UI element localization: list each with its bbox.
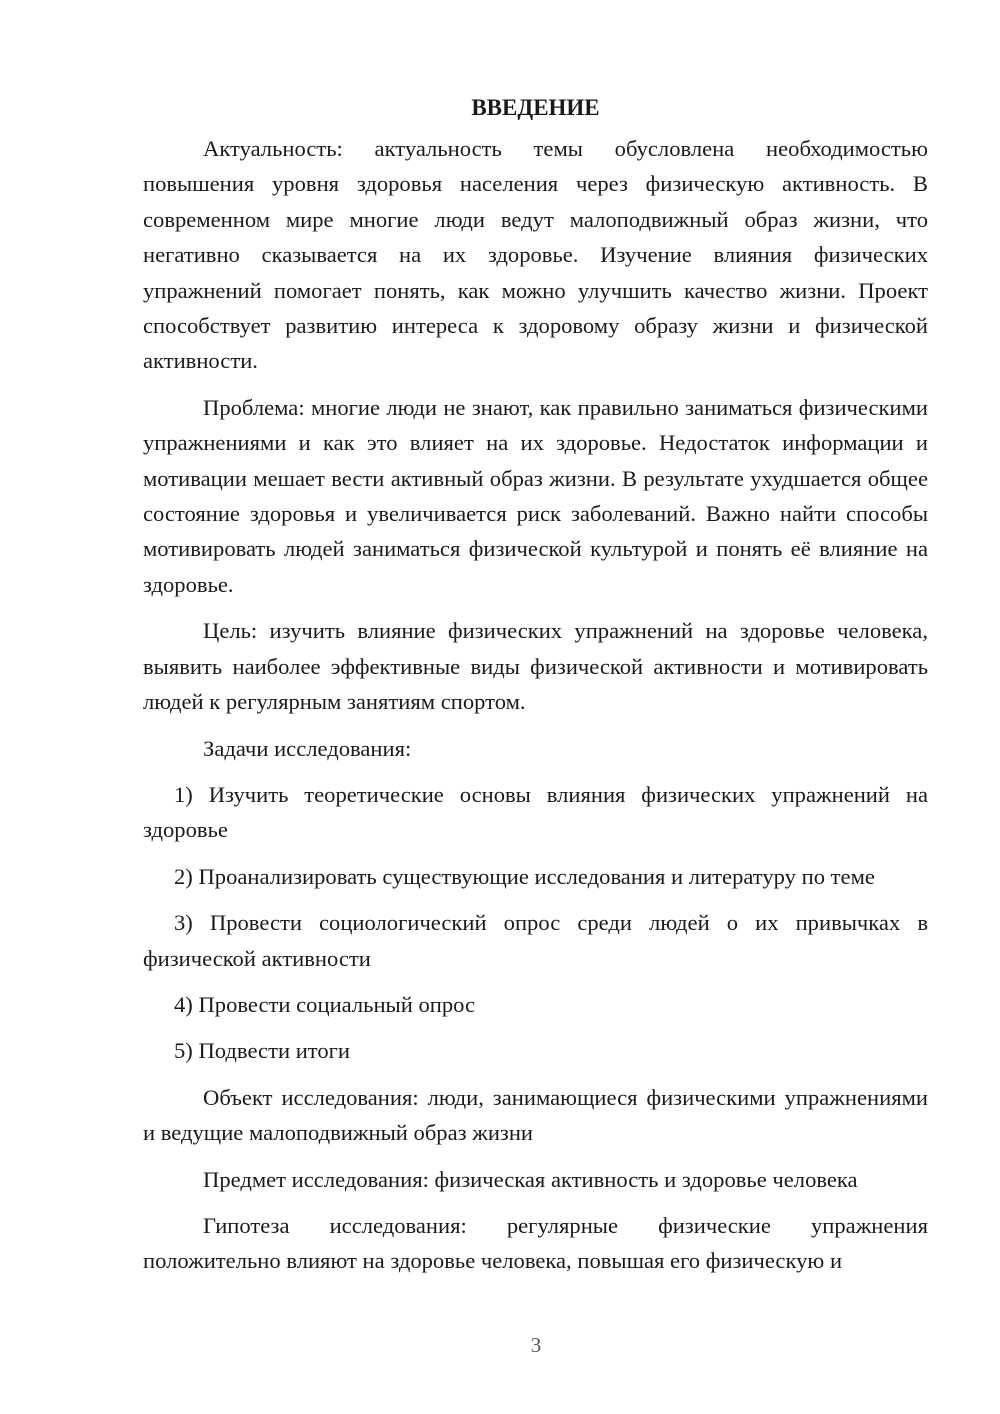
task-item: 4) Провести социальный опрос [174, 991, 476, 1017]
tasks-label: Задачи исследования: [203, 735, 412, 761]
problem-paragraph: Проблема: многие люди не знают, как правильно заниматься физическими упражнениями и как это влияет на их здоровье. Недостаток информации и мотивации мешает вести активный образ жизни. В результате ухудшается общее состояние здоровья и увеличивается риск заболеваний. Важно найти способы мотивировать людей заниматься физической культурой и понять её влияние на здоровье. [143, 394, 928, 597]
task-item: 2) Проанализировать существующие исследования и литературу по теме [174, 863, 875, 889]
task-item: 5) Подвести итоги [174, 1038, 351, 1064]
document-page [143, 90, 928, 1290]
relevance-paragraph: Актуальность: актуальность темы обусловлена необходимостью повышения уровня здоровья населения через физическую активность. В современном мире многие люди ведут малоподвижный образ жизни, что негативно сказывается на их здоровье. Изучение влияния физических упражнений помогает понять, как можно улучшить качество жизни. Проект способствует развитию интереса к здоровому образу жизни и физической активности. [143, 136, 928, 374]
page-number: 3 [530, 1333, 542, 1357]
task-item: 3) Провести социологический опрос среди людей о их привычках в физической активности [143, 910, 928, 971]
goal-paragraph: Цель: изучить влияние физических упражнений на здоровье человека, выявить наиболее эффективные виды физической активности и мотивировать людей к регулярным занятиям спортом. [143, 618, 928, 715]
hypothesis-paragraph: Гипотеза исследования: регулярные физические упражнения положительно влияют на здоровье человека, повышая его физическую и [143, 1212, 928, 1274]
tasks-list [143, 777, 928, 1069]
subject-paragraph: Предмет исследования: физическая активность и здоровье человека [203, 1166, 858, 1192]
object-paragraph: Объект исследования: люди, занимающиеся физическими упражнениями и ведущие малоподвижный образ жизни [143, 1084, 928, 1146]
page-heading: ВВЕДЕНИЕ [471, 95, 600, 120]
task-item: 1) Изучить теоретические основы влияния физических упражнений на здоровье [143, 781, 928, 843]
